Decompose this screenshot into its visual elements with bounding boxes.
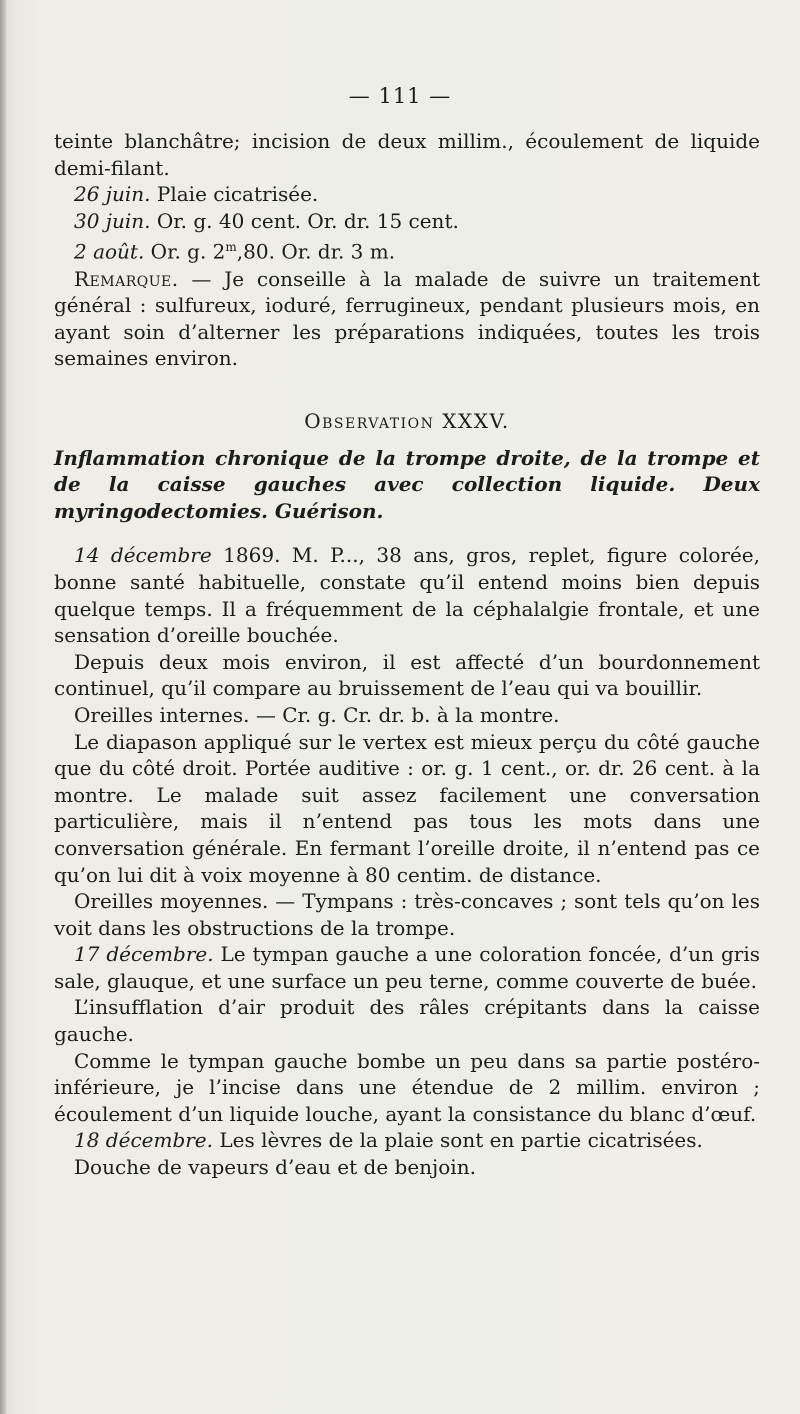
- paragraph-oreilles-internes: Oreilles internes. — Cr. g. Cr. dr. b. à la montre.: [74, 702, 560, 727]
- date-label: 30 juin.: [74, 208, 151, 233]
- date-label: 18 décembre.: [74, 1128, 214, 1153]
- date-label: 14 décembre: [74, 543, 212, 568]
- page-number: — 111 —: [348, 84, 452, 108]
- paragraph-2-aout: [54, 234, 760, 265]
- paragraph-30-juin: [54, 208, 760, 235]
- date-label: 17 décembre.: [74, 942, 214, 967]
- paragraph-text: ,80. Or. dr. 3 m.: [236, 240, 396, 265]
- paragraph-bourdonnement: Depuis deux mois environ, il est affecté d’un bourdonnement continuel, qu’il compare au bruissement de l’eau qui va bouillir.: [54, 649, 760, 701]
- superscript: m: [225, 240, 237, 255]
- paragraph-oreilles-moyennes: Oreilles moyennes. — Tympans : très-concaves ; sont tels qu’on les voit dans les obstructions de la trompe.: [54, 889, 760, 940]
- paragraph-18-decembre: [54, 1127, 760, 1154]
- observation-title: Inflammation chronique de la trompe droite, de la trompe et de la caisse gauches avec collection liquide. Deux myringodectomies. Guérison.: [54, 445, 760, 523]
- text-block: [54, 128, 760, 1181]
- paragraph-17-decembre: [54, 941, 760, 994]
- paragraph-text: 1869. M. P..., 38 ans, gros, replet, figure colorée, bonne santé habituelle, constate qu’il entend moins bien depuis quelque temps. Il a fréquemment de la céphalalgie frontale, et une sensation d’oreille bouchée.: [54, 543, 760, 648]
- paragraph-text: Le tympan gauche a une coloration foncée, d’un gris sale, glauque, et une surface un peu terne, comme couverte de buée.: [54, 942, 760, 993]
- paragraph-26-juin: [54, 181, 760, 208]
- paragraph-douche: Douche de vapeurs d’eau et de benjoin.: [74, 1155, 476, 1180]
- remarque-label: Remarque.: [74, 266, 179, 291]
- observation-heading: Observation XXXV.: [304, 409, 510, 433]
- paragraph-insufflation: L’insufflation d’air produit des râles crépitants dans la caisse gauche.: [54, 995, 760, 1047]
- paragraph-text: Or. g. 40 cent. Or. dr. 15 cent.: [150, 208, 459, 233]
- paragraph-text: Plaie cicatrisée.: [150, 182, 319, 207]
- paragraph-text: Or. g. 2: [144, 240, 226, 265]
- paragraph-text: Les lèvres de la plaie sont en partie cicatrisées.: [213, 1128, 703, 1153]
- binding-edge: [0, 0, 6, 1414]
- paragraph-incision: Comme le tympan gauche bombe un peu dans sa partie postéro-inférieure, je l’incise dans une étendue de 2 millim. environ ; écoulement d’un liquide louche, ayant la consistance du blanc d’œuf.: [54, 1048, 760, 1126]
- paragraph-14-decembre: [54, 542, 760, 648]
- paragraph-diapason: Le diapason appliqué sur le vertex est mieux perçu du côté gauche que du côté droit. Portée auditive : or. g. 1 cent., or. dr. 26 cent. à la montre. Le malade suit assez facilement une conversation particulière, mais il n’entend pas tous les mots dans une conversation générale. En fermant l’oreille droite, il n’entend pas ce qu’on lui dit à voix moyenne à 80 centim. de distance.: [54, 729, 760, 887]
- paragraph-remarque: [54, 266, 760, 372]
- date-label: 2 août.: [74, 240, 145, 265]
- date-label: 26 juin.: [74, 182, 151, 207]
- paragraph-continuation: teinte blanchâtre; incision de deux millim., écoulement de liquide demi-filant.: [54, 129, 760, 180]
- paragraph-text: — Je conseille à la malade de suivre un traitement général : sulfureux, ioduré, ferrugineux, pendant plusieurs mois, en ayant soin d’alterner les préparations indiquées, toutes les trois semaines environ.: [54, 266, 760, 371]
